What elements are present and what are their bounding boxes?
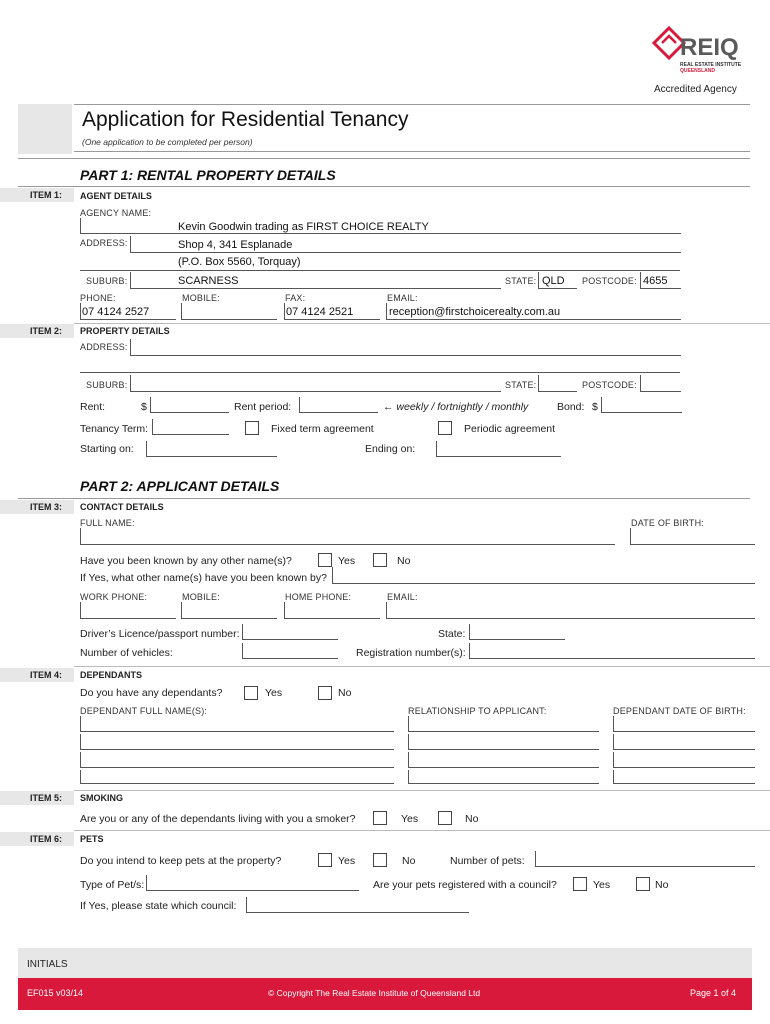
item2-label: ITEM 2: <box>0 324 74 338</box>
dependant-name-field[interactable] <box>80 752 394 768</box>
council-field[interactable] <box>246 897 469 913</box>
pets-yes-checkbox[interactable] <box>318 853 332 867</box>
licence-state-label: State: <box>438 628 466 640</box>
rent-period-label: Rent period: <box>234 401 292 413</box>
pet-type-label: Type of Pet/s: <box>80 879 145 891</box>
suburb-label: SUBURB: <box>86 276 128 286</box>
item6-label: ITEM 6: <box>0 832 74 846</box>
registered-no-label: No <box>655 879 669 891</box>
other-names-if-yes: If Yes, what other name(s) have you been known by? <box>80 572 327 584</box>
number-of-pets-field[interactable] <box>535 851 755 867</box>
address-line1: Shop 4, 341 Esplanade <box>178 239 293 251</box>
reiq-logo <box>652 24 752 84</box>
other-names-field[interactable] <box>332 567 755 584</box>
registered-no-checkbox[interactable] <box>636 877 650 891</box>
item5-label: ITEM 5: <box>0 791 74 805</box>
form-code: EF015 v03/14 <box>27 988 84 998</box>
copyright-text: © Copyright The Real Estate Institute of Queensland Ltd <box>268 988 481 998</box>
initials-box <box>18 948 752 978</box>
relationship-field[interactable] <box>408 734 599 750</box>
fixed-term-label: Fixed term agreement <box>271 423 374 435</box>
relationship-field[interactable] <box>408 770 599 784</box>
registered-yes-checkbox[interactable] <box>573 877 587 891</box>
smoking-heading: SMOKING <box>80 793 124 803</box>
fixed-term-checkbox[interactable] <box>245 421 259 435</box>
dependants-yes-label: Yes <box>265 687 283 699</box>
state-value: QLD <box>542 275 565 287</box>
dependants-question: Do you have any dependants? <box>80 687 223 699</box>
fax-value: 07 4124 2521 <box>286 306 354 318</box>
property-suburb-label: SUBURB: <box>86 380 128 390</box>
page-number: Page 1 of 4 <box>690 988 737 998</box>
email-label: EMAIL: <box>387 293 418 303</box>
dependant-dob-header: DEPENDANT DATE OF BIRTH: <box>613 706 746 716</box>
initials-label: INITIALS <box>27 959 68 970</box>
page-subtitle: (One application to be completed per person) <box>82 137 253 147</box>
dependants-no-checkbox[interactable] <box>318 686 332 700</box>
postcode-value: 4655 <box>643 275 668 287</box>
pet-type-field[interactable] <box>146 875 359 891</box>
other-names-yes-label: Yes <box>338 555 356 567</box>
logo-subtext: REAL ESTATE INSTITUTE <box>680 62 742 68</box>
state-label: STATE: <box>505 276 537 286</box>
suburb-value: SCARNESS <box>178 275 239 287</box>
dependant-name-field[interactable] <box>80 734 394 750</box>
licence-field[interactable] <box>242 624 338 640</box>
agency-name-label: AGENCY NAME: <box>80 208 152 218</box>
applicant-email-field[interactable] <box>386 602 755 619</box>
relationship-field[interactable] <box>408 752 599 768</box>
other-names-no-checkbox[interactable] <box>373 553 387 567</box>
accredited-agency: Accredited Agency <box>654 84 737 95</box>
dependant-dob-field[interactable] <box>613 752 755 768</box>
smoking-no-label: No <box>465 813 479 825</box>
ending-on-field[interactable] <box>436 441 561 457</box>
home-phone-label: HOME PHONE: <box>285 592 352 602</box>
other-names-no-label: No <box>397 555 411 567</box>
mobile-field[interactable] <box>181 303 277 320</box>
pets-yes-label: Yes <box>338 855 356 867</box>
logo-subtext-2: QUEENSLAND <box>680 68 716 74</box>
postcode-label: POSTCODE: <box>582 276 637 286</box>
dependant-dob-field[interactable] <box>613 734 755 750</box>
vehicles-field[interactable] <box>242 643 338 659</box>
email-value: reception@firstchoicerealty.com.au <box>389 306 561 318</box>
item1-label: ITEM 1: <box>0 188 74 202</box>
bond-label: Bond: <box>557 401 585 413</box>
ending-on-label: Ending on: <box>365 443 416 455</box>
phone-label: PHONE: <box>80 293 116 303</box>
part2-heading: PART 2: APPLICANT DETAILS <box>80 478 280 494</box>
pets-registered-question: Are your pets registered with a council? <box>373 879 557 891</box>
bond-field[interactable] <box>601 397 682 413</box>
registration-field[interactable] <box>469 643 755 659</box>
vehicles-label: Number of vehicles: <box>80 647 173 659</box>
bond-dollar: $ <box>592 401 598 413</box>
property-suburb-field[interactable] <box>130 375 501 392</box>
dependants-heading: DEPENDANTS <box>80 670 143 680</box>
work-phone-label: WORK PHONE: <box>80 592 148 602</box>
applicant-mobile-field[interactable] <box>181 602 277 619</box>
pets-no-checkbox[interactable] <box>373 853 387 867</box>
property-address-label: ADDRESS: <box>80 342 128 352</box>
pets-no-label: No <box>402 855 416 867</box>
licence-label: Driver’s Licence/passport number: <box>80 628 240 640</box>
address-label: ADDRESS: <box>80 238 128 248</box>
property-postcode-field[interactable] <box>640 375 681 392</box>
property-address-field[interactable] <box>130 339 681 356</box>
home-phone-field[interactable] <box>284 602 380 619</box>
mobile-label: MOBILE: <box>182 293 220 303</box>
rent-period-field[interactable] <box>299 397 378 413</box>
dependant-dob-field[interactable] <box>613 770 755 784</box>
full-name-field[interactable] <box>80 528 615 545</box>
number-of-pets-label: Number of pets: <box>450 855 525 867</box>
dependant-name-field[interactable] <box>80 716 394 732</box>
dependant-name-header: DEPENDANT FULL NAME(S): <box>80 706 208 716</box>
logo-text: REIQ <box>680 34 739 61</box>
periodic-checkbox[interactable] <box>438 421 452 435</box>
property-details-heading: PROPERTY DETAILS <box>80 326 170 336</box>
pets-heading: PETS <box>80 834 104 844</box>
page-title: Application for Residential Tenancy <box>82 108 409 131</box>
periodic-label: Periodic agreement <box>464 423 556 435</box>
smoking-yes-checkbox[interactable] <box>373 811 387 825</box>
work-phone-field[interactable] <box>80 602 176 619</box>
smoking-question: Are you or any of the dependants living with you a smoker? <box>80 813 356 825</box>
property-state-label: STATE: <box>505 380 537 390</box>
dob-label: DATE OF BIRTH: <box>631 518 704 528</box>
other-names-yes-checkbox[interactable] <box>318 553 332 567</box>
registration-label: Registration number(s): <box>356 647 466 659</box>
dependant-name-field[interactable] <box>80 770 394 784</box>
dependants-no-label: No <box>338 687 352 699</box>
applicant-mobile-label: MOBILE: <box>182 592 220 602</box>
relationship-field[interactable] <box>408 716 599 732</box>
relationship-header: RELATIONSHIP TO APPLICANT: <box>408 706 547 716</box>
title-side-box <box>18 104 72 154</box>
tenancy-term-label: Tenancy Term: <box>80 423 149 435</box>
smoking-yes-label: Yes <box>401 813 419 825</box>
full-name-label: FULL NAME: <box>80 518 135 528</box>
dependants-yes-checkbox[interactable] <box>244 686 258 700</box>
rent-dollar: $ <box>141 401 147 413</box>
agency-name-value: Kevin Goodwin trading as FIRST CHOICE REALTY <box>178 221 429 233</box>
dependant-dob-field[interactable] <box>613 716 755 732</box>
applicant-email-label: EMAIL: <box>387 592 418 602</box>
item3-label: ITEM 3: <box>0 500 74 514</box>
starting-on-label: Starting on: <box>80 443 134 455</box>
pets-question: Do you intend to keep pets at the property? <box>80 855 282 867</box>
other-names-question: Have you been known by any other name(s)? <box>80 555 292 567</box>
smoking-no-checkbox[interactable] <box>438 811 452 825</box>
registered-yes-label: Yes <box>593 879 611 891</box>
rent-label: Rent: <box>80 401 106 413</box>
starting-on-field[interactable] <box>146 441 277 457</box>
item4-label: ITEM 4: <box>0 668 74 682</box>
property-state-field[interactable] <box>538 375 577 392</box>
licence-state-field[interactable] <box>469 624 565 640</box>
rent-period-options: ← weekly / fortnightly / monthly <box>383 401 529 413</box>
phone-value: 07 4124 2527 <box>82 306 150 318</box>
address-line2: (P.O. Box 5560, Torquay) <box>178 256 301 268</box>
council-label: If Yes, please state which council: <box>80 900 237 912</box>
tenancy-term-field[interactable] <box>152 419 229 435</box>
fax-label: FAX: <box>285 293 306 303</box>
property-postcode-label: POSTCODE: <box>582 380 637 390</box>
part1-heading: PART 1: RENTAL PROPERTY DETAILS <box>80 167 336 183</box>
agent-details-heading: AGENT DETAILS <box>80 191 152 201</box>
dob-field[interactable] <box>630 528 755 545</box>
contact-details-heading: CONTACT DETAILS <box>80 502 164 512</box>
rent-field[interactable] <box>150 397 229 413</box>
